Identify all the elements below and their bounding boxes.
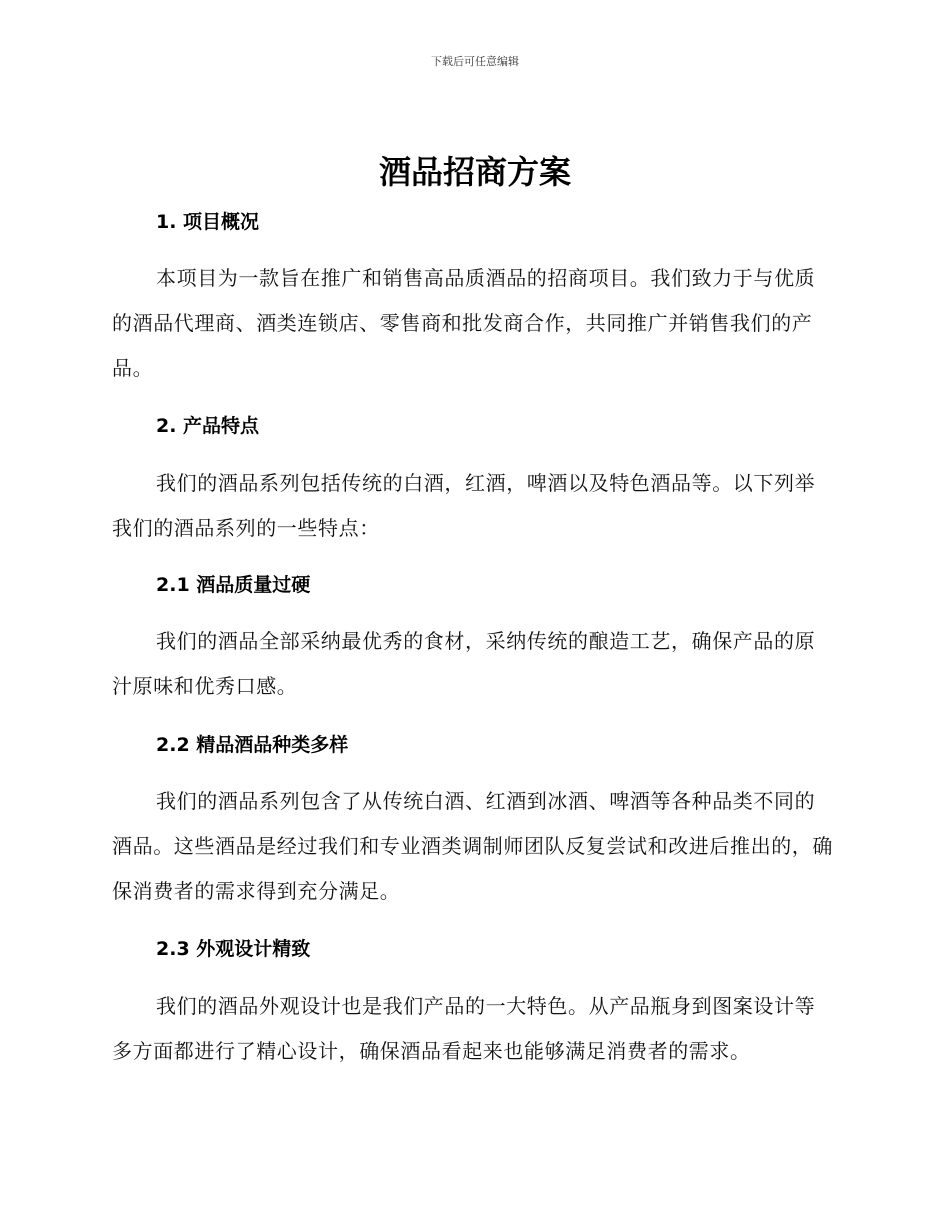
section-heading-product-features: 2. 产品特点 xyxy=(156,415,260,437)
section-paragraph-quality: 我们的酒品全部采纳最优秀的食材，采纳传统的酿造工艺，确保产品的原汁原味和优秀口感。 xyxy=(112,629,816,698)
page-header-note: 下载后可任意编辑 xyxy=(431,55,519,68)
section-heading-quality: 2.1 酒品质量过硬 xyxy=(156,574,311,596)
section-paragraph-product-features: 我们的酒品系列包括传统的白酒，红酒，啤酒以及特色酒品等。以下列举我们的酒品系列的一些特点： xyxy=(112,471,816,540)
section-heading-project-overview: 1. 项目概况 xyxy=(156,211,260,233)
section-heading-design: 2.3 外观设计精致 xyxy=(156,938,311,960)
section-paragraph-design: 我们的酒品外观设计也是我们产品的一大特色。从产品瓶身到图案设计等多方面都进行了精心设计，确保酒品看起来也能够满足消费者的需求。 xyxy=(112,994,816,1063)
section-heading-variety: 2.2 精品酒品种类多样 xyxy=(156,734,349,756)
section-paragraph-project-overview: 本项目为一款旨在推广和销售高品质酒品的招商项目。我们致力于与优质的酒品代理商、酒类连锁店、零售商和批发商合作，共同推广并销售我们的产品。 xyxy=(112,266,816,380)
document-title: 酒品招商方案 xyxy=(378,153,571,191)
section-paragraph-variety: 我们的酒品系列包含了从传统白酒、红酒到冰酒、啤酒等各种品类不同的酒品。这些酒品是经过我们和专业酒类调制师团队反复尝试和改进后推出的，确保消费者的需求得到充分满足。 xyxy=(112,789,833,903)
